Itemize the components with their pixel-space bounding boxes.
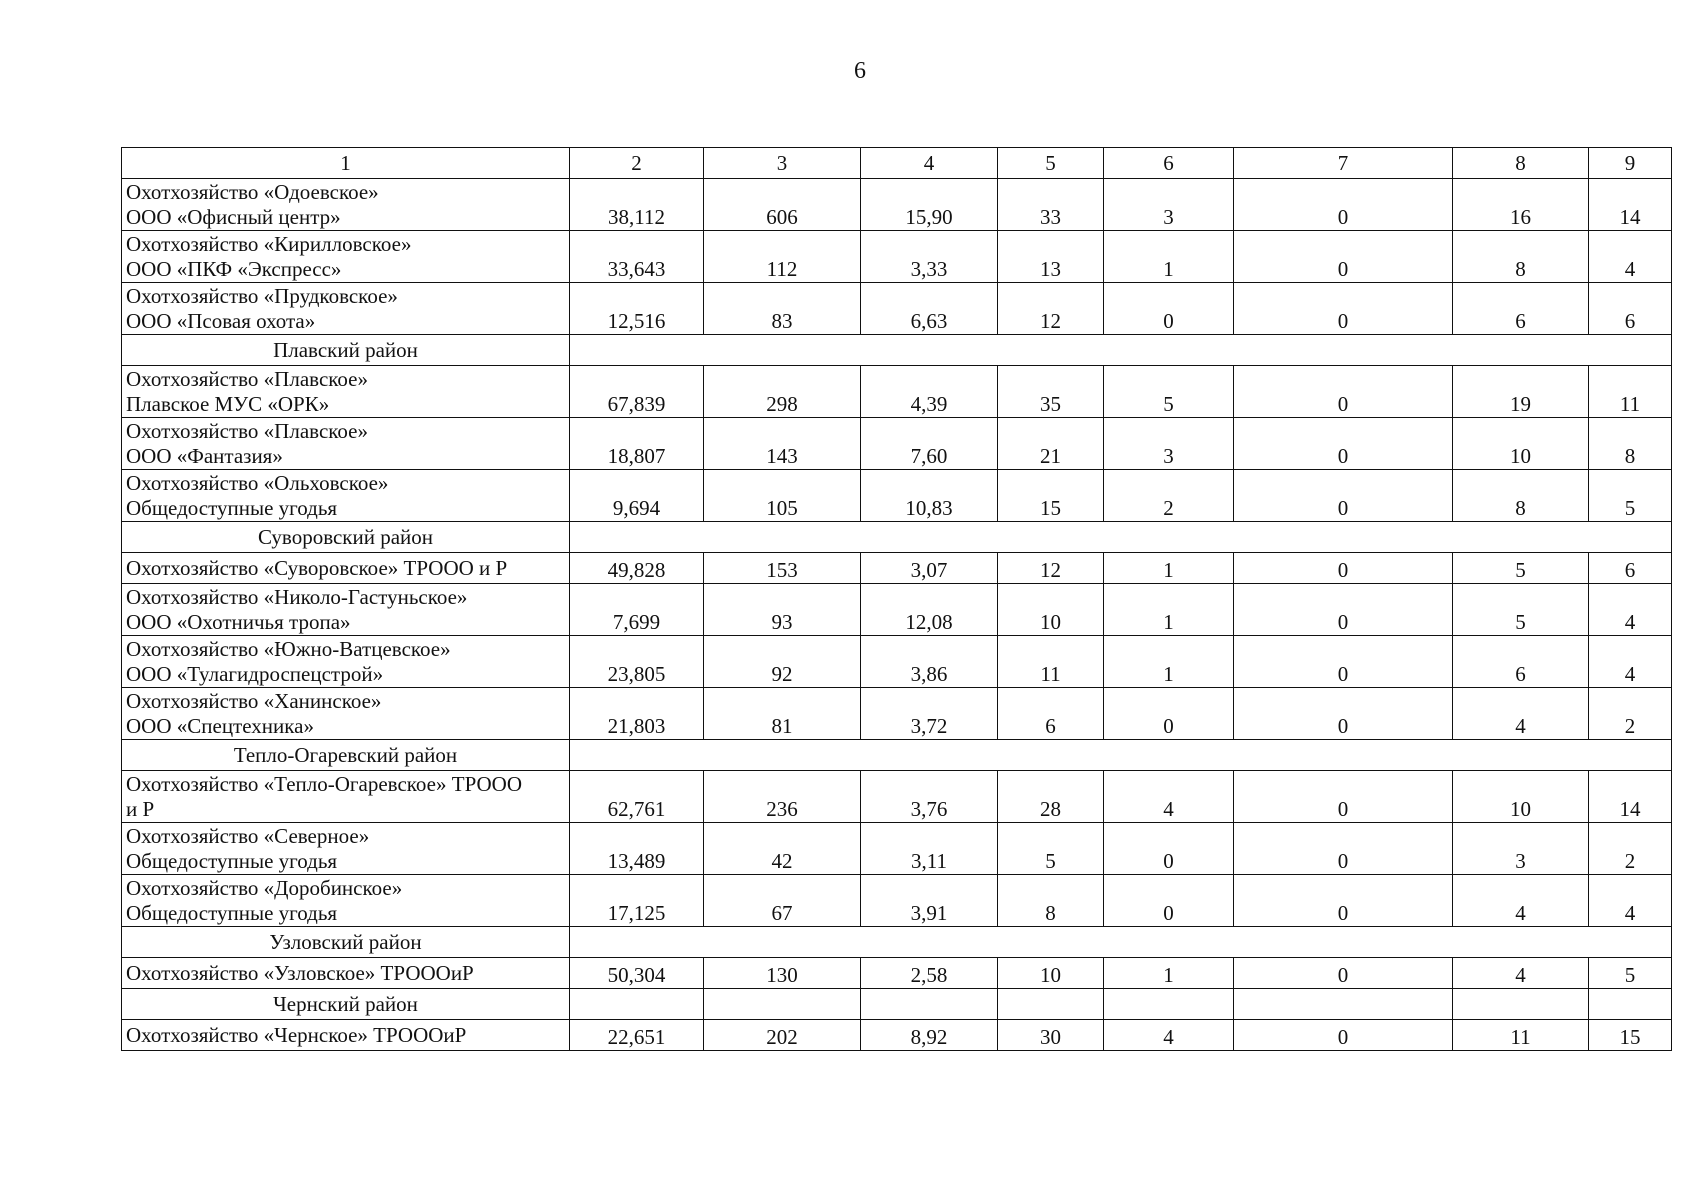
value-cell-col-6: 1: [1104, 636, 1234, 688]
value-cell-col-6: 4: [1104, 771, 1234, 823]
page-number: 6: [854, 58, 866, 84]
value-cell-col-4: 4,39: [861, 366, 998, 418]
value-cell-col-5: 11: [998, 636, 1104, 688]
name-line: Охотхозяйство «Суворовское» ТРООО и Р: [126, 555, 508, 580]
value-cell-col-3: 153: [704, 553, 861, 584]
value-cell-col-8: 8: [1453, 470, 1589, 522]
hunting-ground-name: [122, 1020, 570, 1051]
value-cell-col-5: 21: [998, 418, 1104, 470]
table-row: [122, 636, 1672, 688]
value-cell-col-7: 0: [1234, 418, 1453, 470]
district-header-row: [122, 989, 1672, 1020]
name-line: ООО «Офисный центр»: [126, 204, 341, 229]
value-cell-col-2: 22,651: [570, 1020, 704, 1051]
name-line: Охотхозяйство «Прудковское»: [126, 283, 398, 308]
empty-cell: [1589, 989, 1672, 1020]
table-row: [122, 179, 1672, 231]
empty-cell: [570, 522, 1672, 553]
value-cell-col-7: 0: [1234, 366, 1453, 418]
name-line: Охотхозяйство «Узловское» ТРОООиР: [126, 960, 474, 985]
value-cell-col-8: 3: [1453, 823, 1589, 875]
hunting-ground-name: [122, 231, 570, 283]
value-cell-col-5: 12: [998, 283, 1104, 335]
value-cell-col-3: 130: [704, 958, 861, 989]
value-cell-col-8: 5: [1453, 584, 1589, 636]
empty-cell: [570, 927, 1672, 958]
table-row: [122, 553, 1672, 584]
empty-cell: [570, 740, 1672, 771]
name-line: Охотхозяйство «Северное»: [126, 823, 370, 848]
name-line: ООО «ПКФ «Экспресс»: [126, 256, 342, 281]
name-line: Охотхозяйство «Николо-Гастуньское»: [126, 584, 468, 609]
table-body: [122, 148, 1672, 1051]
empty-cell: [570, 335, 1672, 366]
name-line: Охотхозяйство «Ольховское»: [126, 470, 389, 495]
value-cell-col-2: 13,489: [570, 823, 704, 875]
header-cell: 6: [1104, 148, 1234, 179]
hunting-grounds-table: [121, 147, 1672, 1051]
value-cell-col-2: 12,516: [570, 283, 704, 335]
value-cell-col-6: 3: [1104, 179, 1234, 231]
district-header-row: [122, 740, 1672, 771]
name-line: Охотхозяйство «Одоевское»: [126, 179, 379, 204]
table-row: [122, 584, 1672, 636]
empty-cell: [570, 989, 704, 1020]
hunting-ground-name: [122, 584, 570, 636]
value-cell-col-2: 9,694: [570, 470, 704, 522]
hunting-ground-name: [122, 636, 570, 688]
value-cell-col-8: 4: [1453, 875, 1589, 927]
value-cell-col-5: 12: [998, 553, 1104, 584]
value-cell-col-2: 23,805: [570, 636, 704, 688]
value-cell-col-4: 3,11: [861, 823, 998, 875]
district-name: Суворовский район: [122, 522, 570, 553]
value-cell-col-6: 1: [1104, 231, 1234, 283]
column-number-header-row: [122, 148, 1672, 179]
name-line: Общедоступные угодья: [126, 900, 338, 925]
value-cell-col-8: 4: [1453, 958, 1589, 989]
empty-cell: [1234, 989, 1453, 1020]
value-cell-col-3: 236: [704, 771, 861, 823]
value-cell-col-3: 606: [704, 179, 861, 231]
value-cell-col-6: 0: [1104, 283, 1234, 335]
value-cell-col-3: 202: [704, 1020, 861, 1051]
value-cell-col-5: 28: [998, 771, 1104, 823]
value-cell-col-7: 0: [1234, 958, 1453, 989]
value-cell-col-4: 3,07: [861, 553, 998, 584]
name-line: и Р: [126, 796, 155, 821]
district-header-row: [122, 522, 1672, 553]
table-row: [122, 958, 1672, 989]
value-cell-col-4: 7,60: [861, 418, 998, 470]
value-cell-col-3: 81: [704, 688, 861, 740]
value-cell-col-8: 5: [1453, 553, 1589, 584]
value-cell-col-9: 8: [1589, 418, 1672, 470]
name-line: Плавское МУС «ОРК»: [126, 391, 330, 416]
district-header-row: [122, 335, 1672, 366]
value-cell-col-5: 30: [998, 1020, 1104, 1051]
district-header-row: [122, 927, 1672, 958]
value-cell-col-7: 0: [1234, 584, 1453, 636]
value-cell-col-7: 0: [1234, 1020, 1453, 1051]
value-cell-col-9: 5: [1589, 958, 1672, 989]
table-row: [122, 823, 1672, 875]
value-cell-col-6: 5: [1104, 366, 1234, 418]
name-line: Охотхозяйство «Ханинское»: [126, 688, 382, 713]
value-cell-col-7: 0: [1234, 553, 1453, 584]
value-cell-col-3: 93: [704, 584, 861, 636]
hunting-ground-name: [122, 283, 570, 335]
name-line: Охотхозяйство «Тепло-Огаревское» ТРООО: [126, 771, 522, 796]
header-cell: 3: [704, 148, 861, 179]
name-line: Охотхозяйство «Доробинское»: [126, 875, 403, 900]
value-cell-col-5: 10: [998, 584, 1104, 636]
value-cell-col-4: 3,33: [861, 231, 998, 283]
value-cell-col-5: 35: [998, 366, 1104, 418]
name-line: Охотхозяйство «Кирилловское»: [126, 231, 412, 256]
value-cell-col-8: 10: [1453, 418, 1589, 470]
value-cell-col-9: 5: [1589, 470, 1672, 522]
value-cell-col-9: 11: [1589, 366, 1672, 418]
table-row: [122, 688, 1672, 740]
value-cell-col-8: 19: [1453, 366, 1589, 418]
value-cell-col-2: 18,807: [570, 418, 704, 470]
table-row: [122, 418, 1672, 470]
value-cell-col-8: 8: [1453, 231, 1589, 283]
hunting-ground-name: [122, 958, 570, 989]
hunting-ground-name: [122, 366, 570, 418]
value-cell-col-2: 38,112: [570, 179, 704, 231]
value-cell-col-3: 83: [704, 283, 861, 335]
value-cell-col-7: 0: [1234, 771, 1453, 823]
value-cell-col-5: 10: [998, 958, 1104, 989]
hunting-ground-name: [122, 875, 570, 927]
value-cell-col-4: 3,76: [861, 771, 998, 823]
hunting-ground-name: [122, 688, 570, 740]
value-cell-col-9: 4: [1589, 875, 1672, 927]
value-cell-col-6: 0: [1104, 688, 1234, 740]
value-cell-col-9: 4: [1589, 231, 1672, 283]
value-cell-col-4: 6,63: [861, 283, 998, 335]
value-cell-col-3: 298: [704, 366, 861, 418]
value-cell-col-7: 0: [1234, 823, 1453, 875]
value-cell-col-6: 0: [1104, 875, 1234, 927]
name-line: Охотхозяйство «Плавское»: [126, 366, 368, 391]
table-row: [122, 875, 1672, 927]
value-cell-col-3: 42: [704, 823, 861, 875]
value-cell-col-4: 2,58: [861, 958, 998, 989]
value-cell-col-2: 49,828: [570, 553, 704, 584]
value-cell-col-4: 10,83: [861, 470, 998, 522]
hunting-ground-name: [122, 179, 570, 231]
value-cell-col-7: 0: [1234, 179, 1453, 231]
value-cell-col-9: 4: [1589, 636, 1672, 688]
value-cell-col-4: 12,08: [861, 584, 998, 636]
value-cell-col-5: 6: [998, 688, 1104, 740]
header-cell: 5: [998, 148, 1104, 179]
header-cell: 1: [122, 148, 570, 179]
name-line: Охотхозяйство «Чернское» ТРОООиР: [126, 1022, 467, 1047]
value-cell-col-4: 3,72: [861, 688, 998, 740]
value-cell-col-3: 112: [704, 231, 861, 283]
empty-cell: [1104, 989, 1234, 1020]
header-cell: 9: [1589, 148, 1672, 179]
value-cell-col-6: 1: [1104, 584, 1234, 636]
value-cell-col-6: 4: [1104, 1020, 1234, 1051]
value-cell-col-5: 15: [998, 470, 1104, 522]
table-row: [122, 470, 1672, 522]
value-cell-col-5: 5: [998, 823, 1104, 875]
value-cell-col-9: 6: [1589, 553, 1672, 584]
value-cell-col-8: 10: [1453, 771, 1589, 823]
name-line: ООО «Охотничья тропа»: [126, 609, 351, 634]
empty-cell: [998, 989, 1104, 1020]
table-row: [122, 231, 1672, 283]
value-cell-col-4: 3,91: [861, 875, 998, 927]
empty-cell: [704, 989, 861, 1020]
table-row: [122, 1020, 1672, 1051]
value-cell-col-7: 0: [1234, 283, 1453, 335]
value-cell-col-2: 33,643: [570, 231, 704, 283]
value-cell-col-9: 14: [1589, 771, 1672, 823]
table-row: [122, 366, 1672, 418]
name-line: Охотхозяйство «Плавское»: [126, 418, 368, 443]
district-name: Чернский район: [122, 989, 570, 1020]
header-cell: 4: [861, 148, 998, 179]
value-cell-col-7: 0: [1234, 470, 1453, 522]
value-cell-col-2: 17,125: [570, 875, 704, 927]
value-cell-col-2: 21,803: [570, 688, 704, 740]
district-name: Узловский район: [122, 927, 570, 958]
district-name: Плавский район: [122, 335, 570, 366]
value-cell-col-6: 1: [1104, 553, 1234, 584]
value-cell-col-4: 8,92: [861, 1020, 998, 1051]
value-cell-col-8: 6: [1453, 283, 1589, 335]
value-cell-col-6: 1: [1104, 958, 1234, 989]
value-cell-col-7: 0: [1234, 688, 1453, 740]
hunting-ground-name: [122, 771, 570, 823]
value-cell-col-6: 3: [1104, 418, 1234, 470]
value-cell-col-9: 2: [1589, 823, 1672, 875]
value-cell-col-2: 62,761: [570, 771, 704, 823]
name-line: ООО «Тулагидроспецстрой»: [126, 661, 384, 686]
value-cell-col-9: 15: [1589, 1020, 1672, 1051]
value-cell-col-8: 11: [1453, 1020, 1589, 1051]
hunting-ground-name: [122, 470, 570, 522]
name-line: ООО «Псовая охота»: [126, 308, 316, 333]
empty-cell: [1453, 989, 1589, 1020]
empty-cell: [861, 989, 998, 1020]
value-cell-col-8: 16: [1453, 179, 1589, 231]
hunting-ground-name: [122, 553, 570, 584]
table-row: [122, 771, 1672, 823]
header-cell: 8: [1453, 148, 1589, 179]
hunting-ground-name: [122, 418, 570, 470]
name-line: Общедоступные угодья: [126, 495, 338, 520]
value-cell-col-7: 0: [1234, 636, 1453, 688]
value-cell-col-2: 7,699: [570, 584, 704, 636]
value-cell-col-7: 0: [1234, 231, 1453, 283]
district-name: Тепло-Огаревский район: [122, 740, 570, 771]
value-cell-col-3: 92: [704, 636, 861, 688]
value-cell-col-6: 2: [1104, 470, 1234, 522]
table-row: [122, 283, 1672, 335]
value-cell-col-9: 2: [1589, 688, 1672, 740]
header-cell: 7: [1234, 148, 1453, 179]
value-cell-col-9: 4: [1589, 584, 1672, 636]
value-cell-col-8: 6: [1453, 636, 1589, 688]
value-cell-col-5: 13: [998, 231, 1104, 283]
value-cell-col-5: 33: [998, 179, 1104, 231]
value-cell-col-3: 67: [704, 875, 861, 927]
value-cell-col-6: 0: [1104, 823, 1234, 875]
value-cell-col-4: 3,86: [861, 636, 998, 688]
name-line: Общедоступные угодья: [126, 848, 338, 873]
value-cell-col-7: 0: [1234, 875, 1453, 927]
value-cell-col-4: 15,90: [861, 179, 998, 231]
value-cell-col-9: 6: [1589, 283, 1672, 335]
value-cell-col-3: 105: [704, 470, 861, 522]
value-cell-col-8: 4: [1453, 688, 1589, 740]
name-line: ООО «Фантазия»: [126, 443, 283, 468]
value-cell-col-3: 143: [704, 418, 861, 470]
value-cell-col-5: 8: [998, 875, 1104, 927]
value-cell-col-9: 14: [1589, 179, 1672, 231]
header-cell: 2: [570, 148, 704, 179]
value-cell-col-2: 50,304: [570, 958, 704, 989]
hunting-ground-name: [122, 823, 570, 875]
name-line: Охотхозяйство «Южно-Ватцевское»: [126, 636, 451, 661]
value-cell-col-2: 67,839: [570, 366, 704, 418]
name-line: ООО «Спецтехника»: [126, 713, 314, 738]
